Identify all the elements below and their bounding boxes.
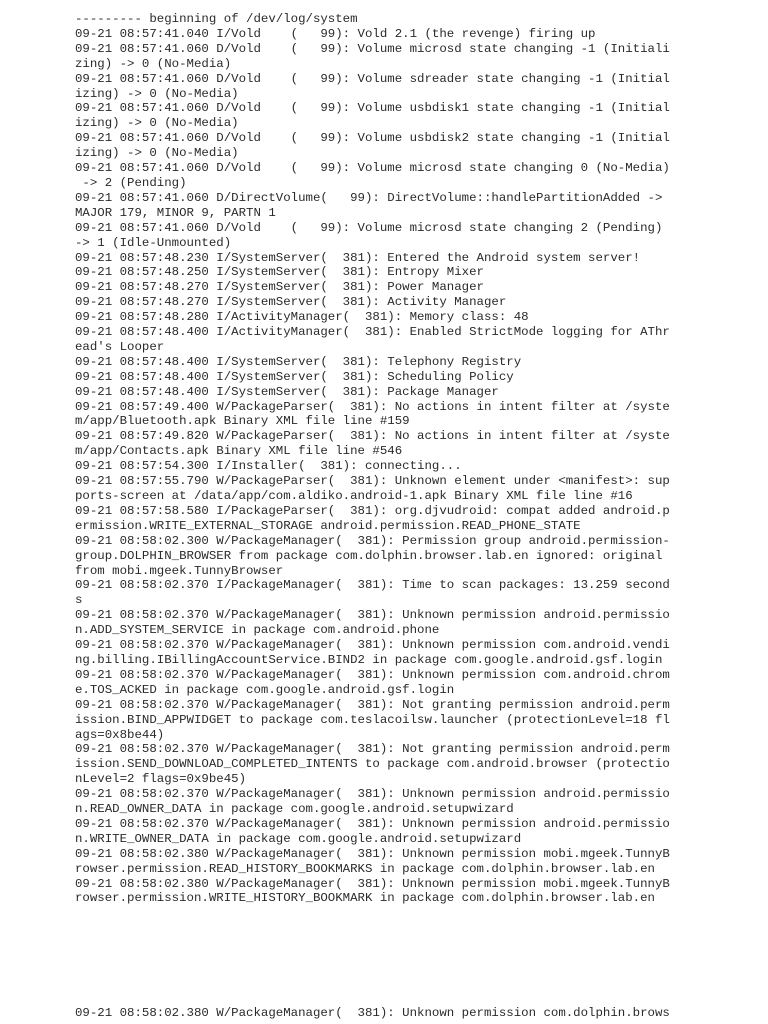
- log-line: izing) -> 0 (No-Media): [75, 146, 239, 161]
- log-line: group.DOLPHIN_BROWSER from package com.dolphin.browser.lab.en ignored: original: [75, 548, 663, 563]
- log-line: n.READ_OWNER_DATA in package com.google.android.setupwizard: [75, 802, 514, 817]
- log-line: ission.SEND_DOWNLOAD_COMPLETED_INTENTS to package com.android.browser (protectio: [75, 757, 670, 772]
- log-line: e.TOS_ACKED in package com.google.android.gsf.login: [75, 682, 455, 697]
- log-line: s: [75, 593, 83, 608]
- log-line: 09-21 08:57:41.060 D/Vold ( 99): Volume microsd state changing 0 (No-Media): [75, 161, 670, 176]
- log-line: 09-21 08:57:48.250 I/SystemServer( 381): Entropy Mixer: [75, 265, 484, 280]
- log-line: 09-21 08:58:02.370 I/PackageManager( 381): Time to scan packages: 13.259 second: [75, 578, 670, 593]
- log-line: rowser.permission.READ_HISTORY_BOOKMARKS in package com.dolphin.browser.lab.en: [75, 861, 655, 876]
- log-line: 09-21 08:57:41.060 D/Vold ( 99): Volume sdreader state changing -1 (Initial: [75, 71, 670, 86]
- log-line: ission.BIND_APPWIDGET to package com.teslacoilsw.launcher (protectionLevel=18 fl: [75, 712, 670, 727]
- log-line: 09-21 08:57:41.040 I/Vold ( 99): Vold 2.1 (the revenge) firing up: [75, 26, 596, 41]
- log-line: 09-21 08:57:41.060 D/Vold ( 99): Volume usbdisk1 state changing -1 (Initial: [75, 101, 670, 116]
- log-line: 09-21 08:58:02.380 W/PackageManager( 381): Unknown permission mobi.mgeek.TunnyB: [75, 876, 670, 891]
- log-line: ports-screen at /data/app/com.aldiko.android-1.apk Binary XML file line #16: [75, 489, 633, 503]
- log-line: 09-21 08:57:41.060 D/Vold ( 99): Volume usbdisk2 state changing -1 (Initial: [75, 131, 670, 146]
- log-line: zing) -> 0 (No-Media): [75, 56, 232, 71]
- log-view: [75, 12, 675, 906]
- log-line: 09-21 08:58:02.370 W/PackageManager( 381): Not granting permission android.perm: [75, 697, 670, 712]
- log-line: 09-21 08:57:55.790 W/PackageParser( 381): Unknown element under <manifest>: sup: [75, 474, 670, 489]
- log-line: 09-21 08:58:02.370 W/PackageManager( 381): Unknown permission android.permissio: [75, 816, 670, 831]
- log-line: 09-21 08:57:41.060 D/Vold ( 99): Volume microsd state changing -1 (Initiali: [75, 41, 670, 56]
- log-line: n.WRITE_OWNER_DATA in package com.google.android.setupwizard: [75, 831, 522, 846]
- log-line: ermission.WRITE_EXTERNAL_STORAGE android.permission.READ_PHONE_STATE: [75, 518, 581, 533]
- log-tail-line: 09-21 08:58:02.380 W/PackageManager( 381): Unknown permission com.dolphin.brows: [75, 1006, 670, 1020]
- log-line: izing) -> 0 (No-Media): [75, 86, 239, 101]
- log-line: 09-21 08:57:48.280 I/ActivityManager( 381): Memory class: 48: [75, 310, 529, 325]
- log-line: nLevel=2 flags=0x9be45): [75, 772, 247, 787]
- log-line: MAJOR 179, MINOR 9, PARTN 1: [75, 205, 276, 220]
- log-line: 09-21 08:58:02.370 W/PackageManager( 381): Unknown permission android.permissio: [75, 608, 670, 623]
- log-line: 09-21 08:57:49.400 W/PackageParser( 381): No actions in intent filter at /syste: [75, 399, 670, 414]
- log-line: 09-21 08:58:02.380 W/PackageManager( 381): Unknown permission mobi.mgeek.TunnyB: [75, 846, 670, 861]
- log-line: izing) -> 0 (No-Media): [75, 116, 239, 131]
- log-line: 09-21 08:58:02.370 W/PackageManager( 381): Unknown permission android.permissio: [75, 787, 670, 802]
- log-line: --------- beginning of /dev/log/system: [75, 12, 358, 26]
- log-line: ead's Looper: [75, 339, 165, 354]
- log-line: ng.billing.IBillingAccountService.BIND2 in package com.google.android.gsf.login: [75, 652, 663, 667]
- log-line: 09-21 08:58:02.370 W/PackageManager( 381): Unknown permission com.android.chrom: [75, 667, 670, 682]
- log-line: 09-21 08:58:02.370 W/PackageManager( 381): Unknown permission com.android.vendi: [75, 638, 670, 653]
- log-line: 09-21 08:57:48.270 I/SystemServer( 381): Activity Manager: [75, 295, 507, 310]
- log-line: m/app/Bluetooth.apk Binary XML file line #159: [75, 414, 410, 429]
- log-line: 09-21 08:57:48.400 I/SystemServer( 381): Telephony Registry: [75, 354, 522, 369]
- log-line: m/app/Contacts.apk Binary XML file line #546: [75, 444, 403, 459]
- log-line: 09-21 08:57:48.400 I/SystemServer( 381): Package Manager: [75, 384, 499, 399]
- log-line: from mobi.mgeek.TunnyBrowser: [75, 563, 284, 578]
- log-line: 09-21 08:57:58.580 I/PackageParser( 381): org.djvudroid: compat added android.p: [75, 503, 670, 518]
- log-line: ags=0x8be44): [75, 727, 165, 742]
- log-line: 09-21 08:58:02.370 W/PackageManager( 381): Not granting permission android.perm: [75, 742, 670, 757]
- log-line: 09-21 08:57:48.400 I/ActivityManager( 381): Enabled StrictMode logging for AThr: [75, 325, 670, 340]
- log-line: 09-21 08:57:41.060 D/DirectVolume( 99): DirectVolume::handlePartitionAdded ->: [75, 190, 663, 205]
- log-line: n.ADD_SYSTEM_SERVICE in package com.android.phone: [75, 623, 440, 638]
- log-line: -> 2 (Pending): [75, 175, 187, 190]
- log-line: 09-21 08:57:48.270 I/SystemServer( 381): Power Manager: [75, 280, 484, 295]
- log-line: 09-21 08:57:54.300 I/Installer( 381): connecting...: [75, 459, 462, 474]
- log-line: rowser.permission.WRITE_HISTORY_BOOKMARK in package com.dolphin.browser.lab.en: [75, 891, 655, 906]
- log-line: 09-21 08:57:48.230 I/SystemServer( 381): Entered the Android system server!: [75, 250, 641, 265]
- log-line: 09-21 08:57:48.400 I/SystemServer( 381): Scheduling Policy: [75, 369, 514, 384]
- log-line: 09-21 08:58:02.300 W/PackageManager( 381): Permission group android.permission-: [75, 533, 670, 548]
- log-line: 09-21 08:57:49.820 W/PackageParser( 381): No actions in intent filter at /syste: [75, 429, 670, 444]
- log-line: 09-21 08:57:41.060 D/Vold ( 99): Volume microsd state changing 2 (Pending): [75, 220, 663, 235]
- log-line: -> 1 (Idle-Unmounted): [75, 235, 232, 250]
